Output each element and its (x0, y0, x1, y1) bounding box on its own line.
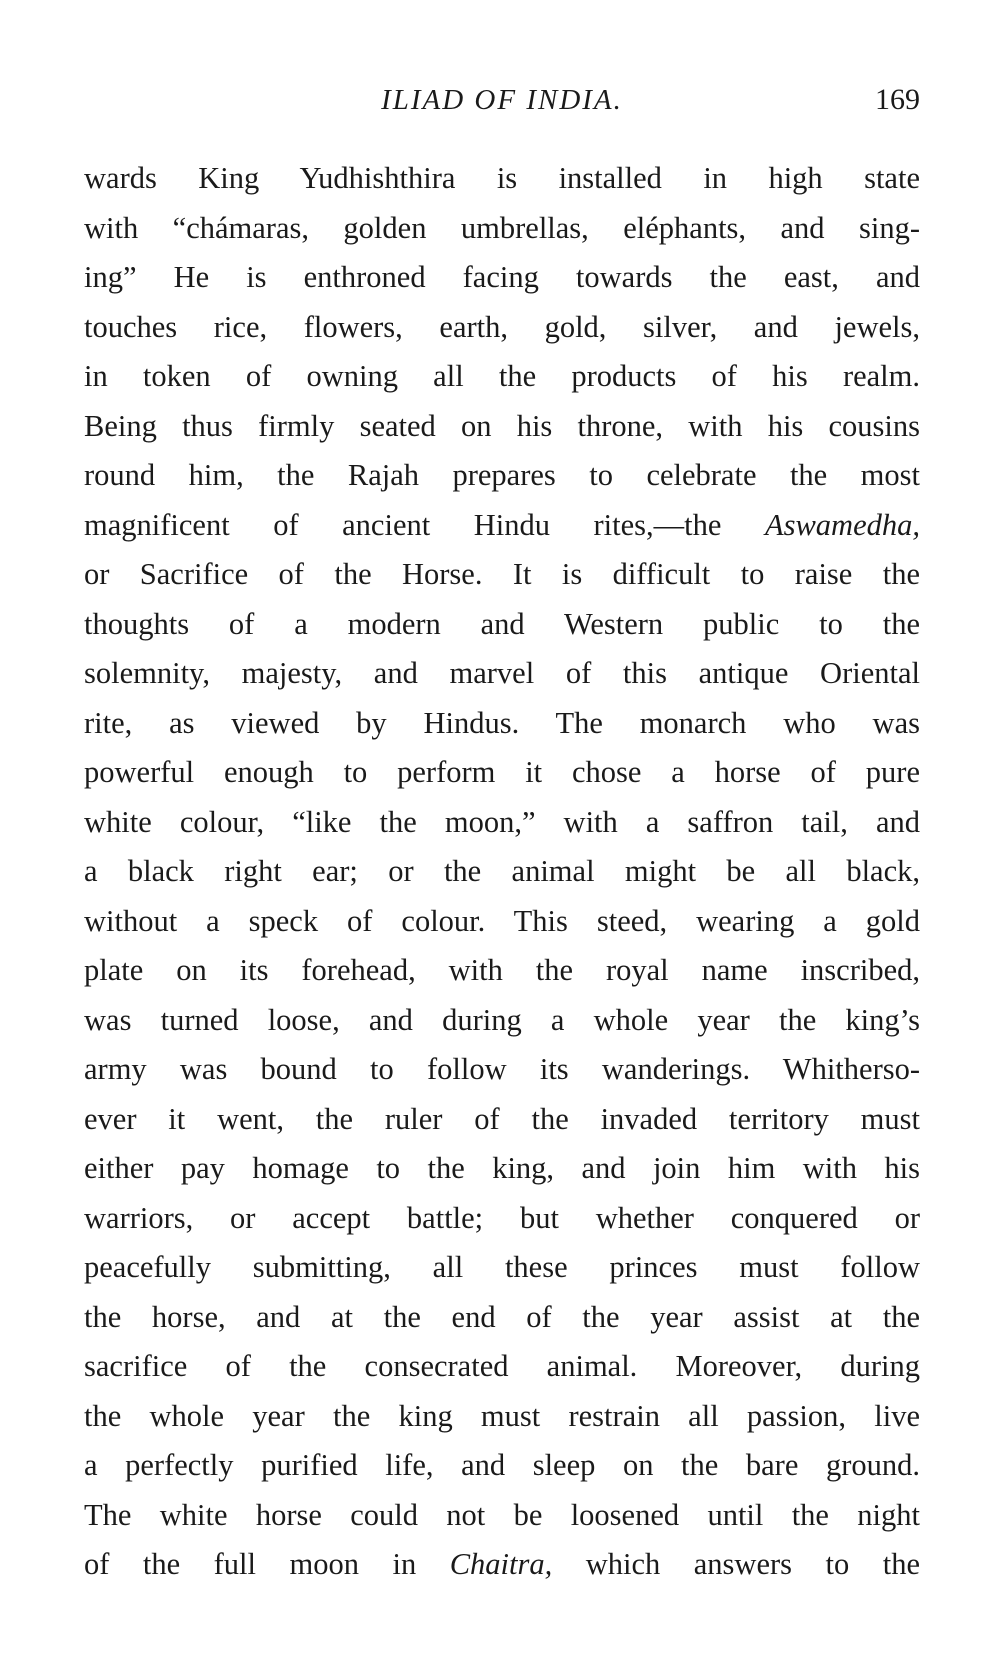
text-line: in token of owning all the products of his realm. (84, 359, 920, 393)
italic-term: Aswamedha, (764, 507, 920, 542)
running-head (84, 80, 920, 120)
text-line: touches rice, flowers, earth, gold, silver, and jewels, (84, 309, 920, 344)
text-line: either pay homage to the king, and join him with his (84, 1151, 920, 1185)
text-line: or Sacrifice of the Horse. It is difficult to raise the (84, 557, 920, 591)
text-line: round him, the Rajah prepares to celebrate the most (84, 458, 920, 492)
text-line: wards King Yudhishthira is installed in high state (84, 161, 920, 195)
text-line: was turned loose, and during a whole year the king’s (84, 1002, 920, 1037)
text-line: the horse, and at the end of the year assist at the (84, 1299, 920, 1334)
running-title: ILIAD OF INDIA. (381, 84, 623, 116)
text-line: a black right ear; or the animal might be all black, (84, 854, 920, 888)
text-line: solemnity, majesty, and marvel of this antique Oriental (84, 656, 920, 690)
text-line: army was bound to follow its wanderings. Whitherso- (84, 1052, 920, 1086)
text-line (84, 1540, 920, 1590)
text-line: warriors, or accept battle; but whether conquered or (84, 1200, 920, 1235)
text-line: plate on its forehead, with the royal name inscribed, (84, 953, 920, 987)
italic-term: Chaitra, (449, 1547, 553, 1581)
text-segment: of the full moon in (84, 1547, 450, 1581)
text-line: a perfectly purified life, and sleep on the bare ground. (84, 1448, 920, 1482)
text-line: with “chámaras, golden umbrellas, eléphants, and sing- (84, 210, 920, 245)
text-line: thoughts of a modern and Western public to the (84, 606, 920, 641)
text-line: The white horse could not be loosened until the night (84, 1497, 920, 1532)
body-text (84, 154, 920, 1590)
text-line: ever it went, the ruler of the invaded territory must (84, 1101, 920, 1136)
page-number: 169 (875, 83, 920, 116)
text-line: white colour, “like the moon,” with a saffron tail, and (84, 804, 920, 839)
text-line: peacefully submitting, all these princes must follow (84, 1250, 920, 1284)
text-line (84, 501, 920, 551)
text-line: without a speck of colour. This steed, wearing a gold (84, 903, 920, 938)
text-line: ing” He is enthroned facing towards the east, and (84, 260, 920, 294)
text-line: powerful enough to perform it chose a horse of pure (84, 755, 920, 789)
text-segment: which answers to the (552, 1547, 920, 1581)
text-line: rite, as viewed by Hindus. The monarch who was (84, 705, 920, 740)
text-line: Being thus firmly seated on his throne, with his cousins (84, 408, 920, 443)
text-line: sacrifice of the consecrated animal. Moreover, during (84, 1349, 920, 1383)
text-line: the whole year the king must restrain all passion, live (84, 1398, 920, 1433)
text-segment: magnificent of ancient Hindu rites,—the (84, 507, 765, 542)
